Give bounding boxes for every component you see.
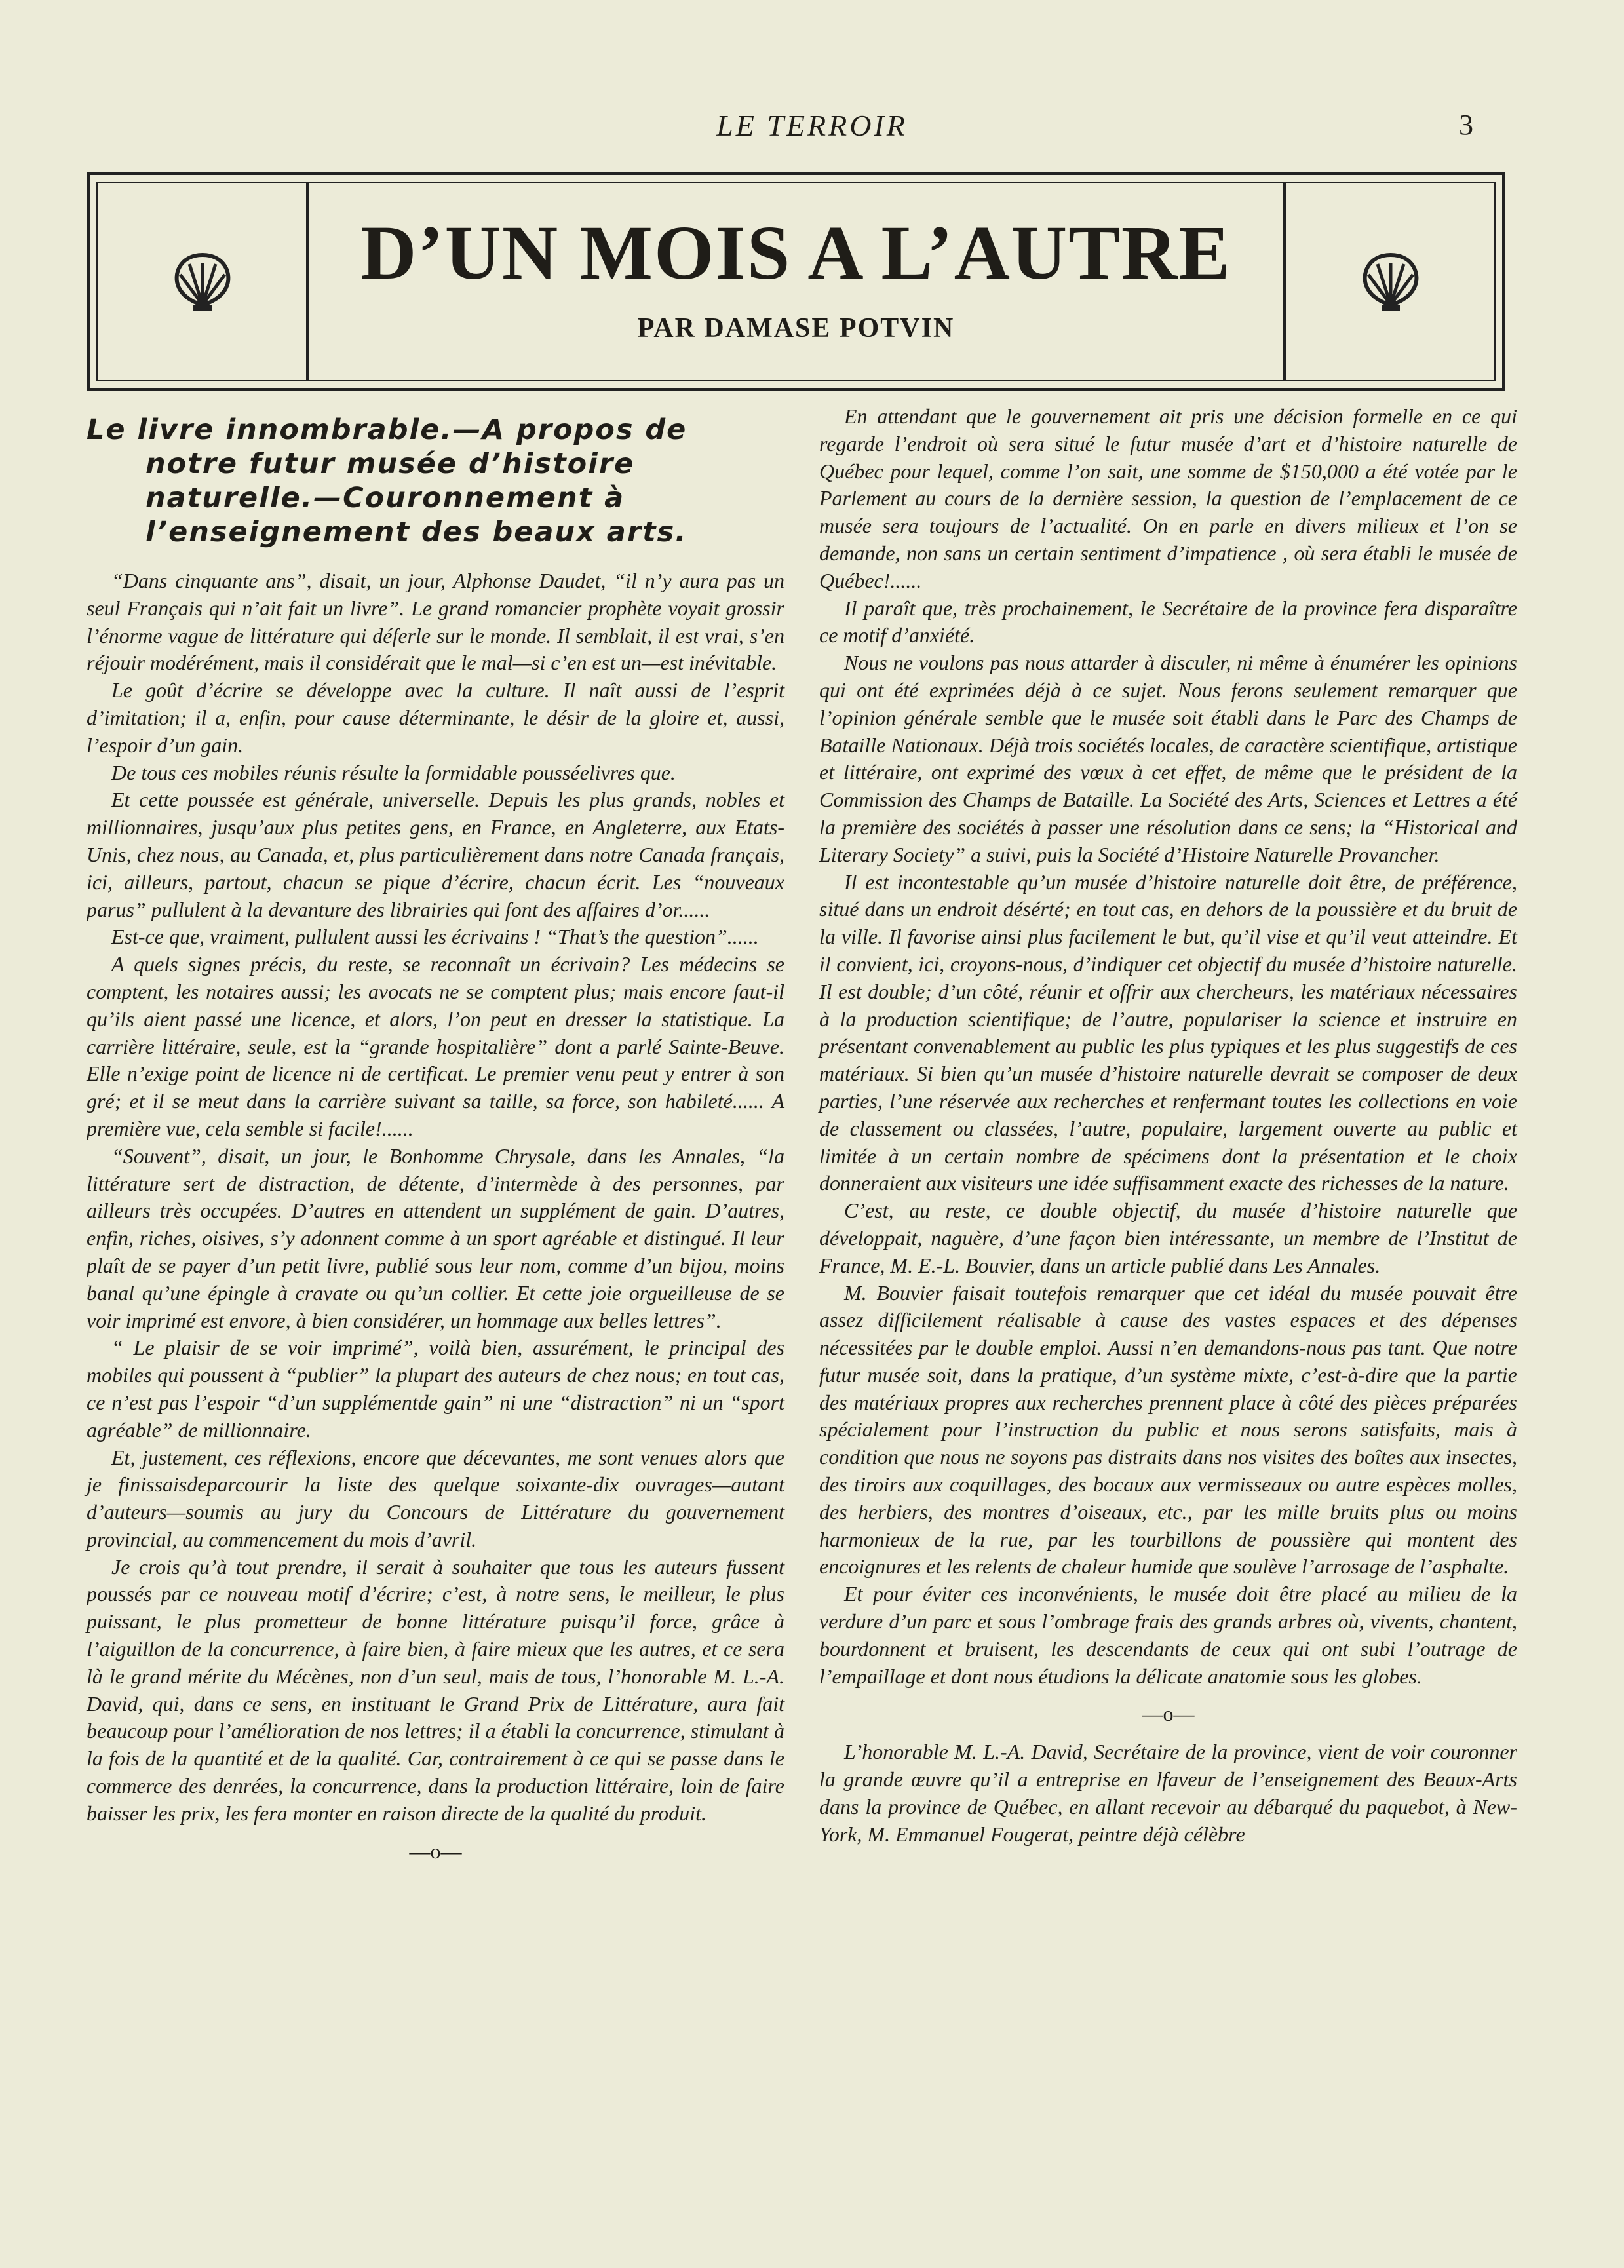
article-title: D’UN MOIS A L’AUTRE — [360, 210, 1231, 296]
section-separator: —o— — [409, 1839, 462, 1863]
paragraph: M. Bouvier faisait toutefois remarquer que cet idéal du musée pouvait être assez difficilement réalisable à cause des vastes espaces et des dépenses nécessitées par le double emploi. Aussi n’en demandons-nous pas tant. Que notre futur musée soit, dans la pratique, d’un système mixte, c’est-à-dire que la partie des matériaux propres aux recherches prennent place à côté des pièces préparées spécialement pour l’instruction du public et nous serons satisfaits, mais à condition que nous ne soyons pas distraits dans nos visites des boîtes aux insectes, des tiroirs aux coquillages, des bocaux aux vermisseaux ou autre espèces molles, des herbiers, des montres d’oiseaux, etc., par les mille bruits plus ou moins harmonieux de la rue, par les tourbillons de poussière qui montent des encoignures et les relents de chaleur humide que soulève l’arrosage de l’asphalte. — [819, 1280, 1517, 1579]
running-head — [85, 108, 1539, 147]
paragraph: A quels signes précis, du reste, se reconnaît un écrivain? Les médecins se comptent, les notaires aussi; les avocats ne se comptent plus; mais encore faut-il qu’ils aient passé une licence, et alors, l’on peut en dresser la statistique. La carrière littéraire, seule, est la “grande hospitalière” dont a parlé Sainte-Beuve. Elle n’exige point de licence ni de certificat. Le premier venu peut y entrer à son gré; et il se meut dans la carrière suivant sa taille, sa force, son habileté...... A première vue, cela semble si facile!...... — [87, 952, 784, 1140]
paragraph: Est-ce que, vraiment, pullulent aussi les écrivains ! “That’s the question”...... — [111, 925, 759, 949]
title-banner-inner — [96, 182, 1496, 381]
paragraph: Et, justement, ces réflexions, encore que décevantes, me sont venues alors que je finissaisdeparcourir la liste des quelque soixante-dix ouvrages—autant d’auteurs—soumis au jury du Concours de Littérature du gouvernement provincial, au commencement du mois d’avril. — [87, 1445, 784, 1551]
paragraph: Le goût d’écrire se développe avec la culture. Il naît aussi de l’esprit d’imitation; il a, enfin, pour cause déterminante, le désir de la gloire et, aussi, l’espoir d’un gain. — [87, 678, 784, 757]
paragraph: Nous ne voulons pas nous attarder à disculer, ni même à énumérer les opinions qui ont été exprimées déjà à ce sujet. Nous ferons seulement remarquer que l’opinion générale semble que le musée soit établi dans le Parc des Champs de Bataille Nationaux. Déjà trois sociétés locales, de caractère scientifique, artistique et littéraire, ont exprimé des vœux à cet effet, de même que le président de la Commission des Champs de Bataille. La Société des Arts, Sciences et Lettres a été la première des sociétés à passer une résolution dans ce sens; la “Historical and Literary Society” a suivi, puis la Société d’Histoire Naturelle Provancher. — [819, 651, 1517, 866]
paragraph: “ Le plaisir de se voir imprimé”, voilà bien, assurément, le principal des mobiles qui poussent à “publier” la plupart des auteurs de chez nous; en tout cas, ce n’est pas l’espoir “d’un supplémentde gain” ni une “distraction” ni un “sport agréable” de millionnaire. — [87, 1336, 784, 1442]
article-byline: PAR DAMASE POTVIN — [637, 313, 955, 343]
journal-name: LE TERROIR — [716, 109, 908, 142]
paragraph: Je crois qu’à tout prendre, il serait à souhaiter que tous les auteurs fussent poussés par ce nouveau motif d’écrire; c’est, à notre sens, le meilleur, le plus puissant, le plus prometteur de bonne littérature puisqu’il force, grâce à l’aiguillon de la concurrence, à faire bien, à faire mieux que les autres, et ce sera là le grand mérite du Mécènes, non d’un seul, mais de tous, l’honorable M. L.-A. David, qui, dans ce sens, en instituant le Grand Prix de Littérature, aura fait beaucoup pour l’amélioration de nos lettres; il a établi la concurrence, stimulant à la fois de la quantité et de la qualité. Car, contrairement à ce qui se passe dans le commerce des denrées, la concurrence, dans la production littéraire, loin de faire baisser les prix, les fera monter en raison directe de la qualité du produit. — [87, 1554, 784, 1825]
shell-ornament-icon — [170, 250, 235, 315]
paragraph: Et pour éviter ces inconvénients, le musée doit être placé au milieu de la verdure d’un parc et sous l’ombrage frais des grands arbres où, vivents, chantent, bourdonnent et bruisent, les descendants de ceux qui ont subi l’outrage de l’empaillage et dont nous étudions la délicate anatomie sous les globes. — [819, 1582, 1517, 1688]
right-column — [819, 403, 1517, 1848]
section-heading: Le livre innombrable.—A propos de notre futur musée d’histoire naturelle.—Couronnement à l’enseignement des beaux arts. — [87, 413, 687, 548]
paragraph: “Souvent”, disait, un jour, le Bonhomme Chrysale, dans les Annales, “la littérature sert de distraction, de détente, d’intermède à des personnes, par ailleurs très occupées. D’autres en attendent un supplément de gain. D’autres, enfin, riches, oisives, s’y adonnent comme à un sport agréable et distingué. Il leur plaît de se payer d’un petit livre, publié sous leur nom, comme d’un bijou, moins banal qu’une épingle à cravate ou qu’un collier. Et cette joie orgueilleuse de se voir imprimé est envore, à bien considérer, un hommage aux belles lettres”. — [87, 1144, 784, 1332]
paragraph: Et cette poussée est générale, universelle. Depuis les plus grands, nobles et millionnaires, jusqu’aux plus petites gens, en France, en Angleterre, aux Etats-Unis, chez nous, au Canada, et, plus particulièrement dans notre Canada français, ici, ailleurs, partout, chacun se pique d’écrire, chacun écrit. Les “nouveaux parus” pullulent à la devanture des librairies qui font des affaires d’or...... — [87, 788, 784, 921]
banner-right-panel — [1283, 183, 1494, 380]
section-separator: —o— — [1142, 1702, 1195, 1726]
paragraph: Il paraît que, très prochainement, le Secrétaire de la province fera disparaître ce motif d’anxiété. — [819, 596, 1517, 647]
left-column — [87, 403, 784, 1875]
title-banner — [87, 172, 1505, 391]
paragraph: C’est, au reste, ce double objectif, du musée d’histoire naturelle que développait, naguère, d’une façon bien intéressante, un membre de l’Institut de France, M. E.-L. Bouvier, dans un article publié dans Les Annales. — [819, 1199, 1517, 1277]
banner-left-panel — [98, 183, 309, 380]
paragraph: L’honorable M. L.-A. David, Secrétaire de la province, vient de voir couronner la grande œuvre qu’il a entreprise en lfaveur de l’enseignement des Beaux-Arts dans la province de Québec, en allant recevoir au débarqué du paquebot, à New-York, M. Emmanuel Fougerat, peintre déjà célèbre — [819, 1740, 1517, 1846]
paragraph: “Dans cinquante ans”, disait, un jour, Alphonse Daudet, “il n’y aura pas un seul Français qui n’ait fait un livre”. Le grand romancier prophète voyait grossir l’énorme vague de littérature qui déferle sur le monde. Il semblait, il est vrai, s’en réjouir modérément, mais il considérait que le mal—si c’en est un—est inévitable. — [87, 569, 784, 675]
paragraph: Il est incontestable qu’un musée d’histoire naturelle doit être, de préférence, situé dans un endroit désérté; en tout cas, en dehors de la poussière et du bruit de la ville. Il favorise ainsi plus facilement le but, qu’il vise et qu’il veut atteindre. Et il convient, ici, croyons-nous, d’indiquer cet objectif du musée d’histoire naturelle. Il est double; d’un côté, réunir et offrir aux chercheurs, les matériaux nécessaires à la production scientifique; de l’autre, populariser la science et instruire en présentant convenablement au public les plus typiques et les plus suggestifs de ces matériaux. Si bien qu’un musée d’histoire naturelle devrait se composer de deux parties, l’une réservée aux recherches et renfermant toutes les collections en voie de classement ou classées, l’autre, populaire, largement ouverte au public et limitée à un certain nombre de spécimens dont la présentation et le choix donneraient aux visiteurs une idée suffisamment exacte des richesses de la nature. — [819, 870, 1517, 1195]
paragraph: De tous ces mobiles réunis résulte la formidable pousséelivres que. — [111, 760, 676, 784]
page-number: 3 — [1459, 109, 1473, 141]
paragraph: En attendant que le gouvernement ait pris une décision formelle en ce qui regarde l’endroit où sera situé le futur musée d’art et d’histoire naturelle de Québec pour lequel, comme l’on sait, une somme de $150,000 a été votée par le Parlement au cours de la dernière session, la question de l’emplacement de ce musée sera toujours de l’actualité. On en parle en divers milieux et l’on se demande, non sans un certain sentiment d’impatience , où sera établi le musée de Québec!...... — [819, 404, 1517, 592]
banner-title-area — [307, 183, 1285, 380]
shell-ornament-icon — [1358, 250, 1423, 315]
